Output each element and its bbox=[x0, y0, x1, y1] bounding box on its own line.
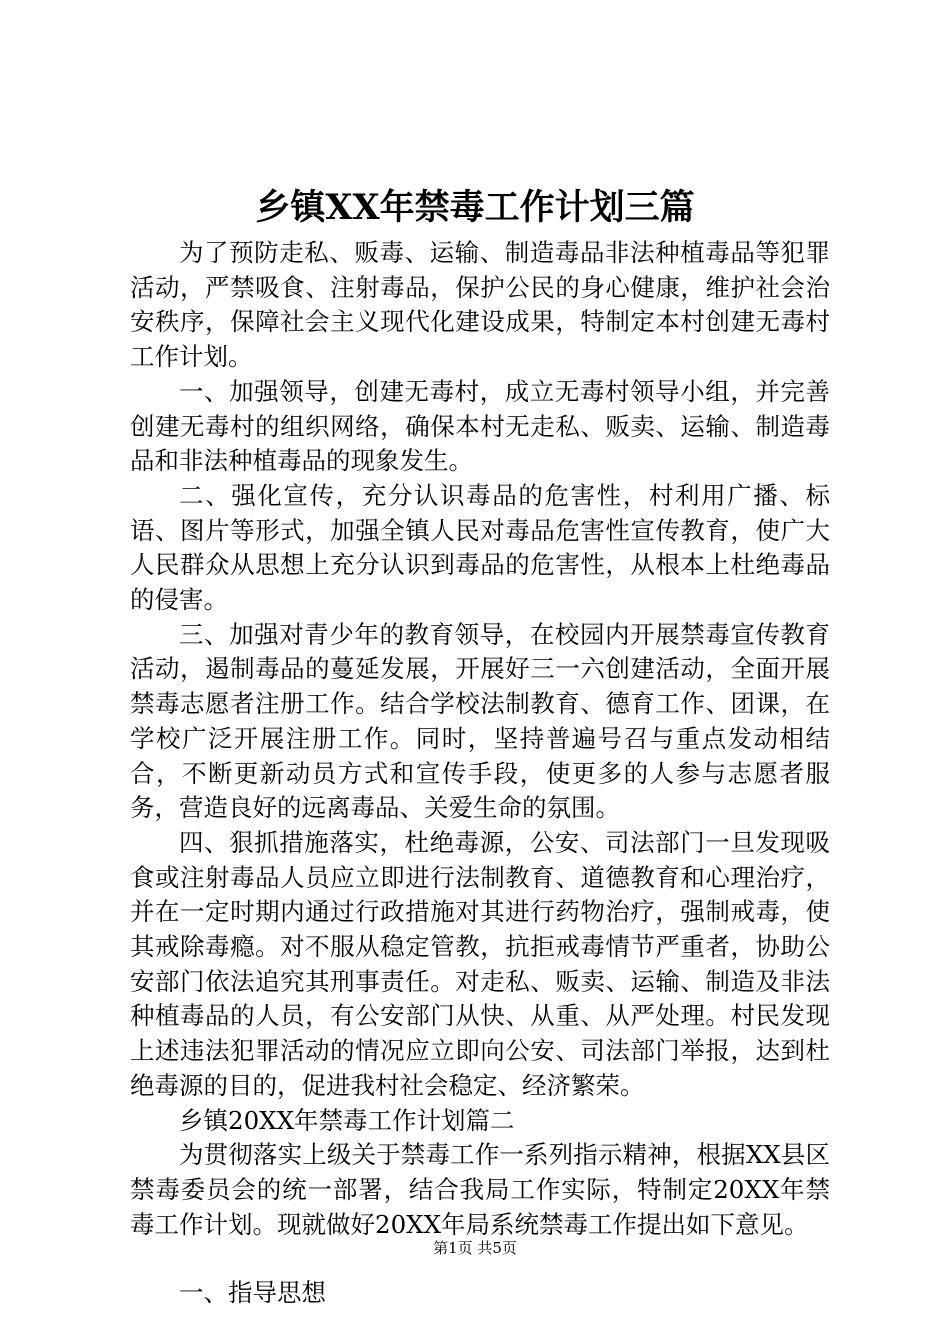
document-body bbox=[130, 236, 830, 1311]
guiding-ideology-heading: 一、指导思想 bbox=[179, 1278, 326, 1308]
document-title: 乡镇XX年禁毒工作计划三篇 bbox=[255, 187, 695, 228]
section-one-paragraph: 一、加强领导，创建无毒村，成立无毒村领导小组，并完善创建无毒村的组织网络，确保本村无走私、贩卖、运输、制造毒品和非法种植毒品的现象发生。 bbox=[130, 376, 830, 476]
page-footer: 第1页 共5页 bbox=[433, 1239, 517, 1257]
section-four-paragraph: 四、狠抓措施落实，杜绝毒源，公安、司法部门一旦发现吸食或注射毒品人员应立即进行法制教育、道德教育和心理治疗，并在一定时期内通过行政措施对其进行药物治疗，强制戒毒，使其戒除毒瘾。对不服从稳定管教，抗拒戒毒情节严重者，协助公安部门依法追究其刑事责任。对走私、贩卖、运输、制造及非法种植毒品的人员，有公安部门从快、从重、从严处理。村民发现上述违法犯罪活动的情况应立即向公安、司法部门举报，达到杜绝毒源的目的，促进我村社会稳定、经济繁荣。 bbox=[130, 827, 830, 1100]
section-two-paragraph: 二、强化宣传，充分认识毒品的危害性，村利用广播、标语、图片等形式，加强全镇人民对毒品危害性宣传教育，使广大人民群众从思想上充分认识到毒品的危害性，从根本上杜绝毒品的侵害。 bbox=[130, 480, 830, 615]
section-three-paragraph: 三、加强对青少年的教育领导，在校园内开展禁毒宣传教育活动，遏制毒品的蔓延发展，开展好三一六创建活动，全面开展禁毒志愿者注册工作。结合学校法制教育、德育工作、团课，在学校广泛开展注册工作。同时，坚持普遍号召与重点发动相结合，不断更新动员方式和宣传手段，使更多的人参与志愿者服务，营造良好的远离毒品、关爱生命的氛围。 bbox=[130, 619, 830, 823]
part-two-intro-paragraph: 为贯彻落实上级关于禁毒工作一系列指示精神，根据XX县区禁毒委员会的统一部署，结合我局工作实际，特制定20XX年禁毒工作计划。现就做好20XX年局系统禁毒工作提出如下意见。 bbox=[130, 1140, 830, 1239]
intro-paragraph: 为了预防走私、贩毒、运输、制造毒品非法种植毒品等犯罪活动，严禁吸食、注射毒品，保护公民的身心健康，维护社会治安秩序，保障社会主义现代化建设成果，特制定本村创建无毒村工作计划。 bbox=[130, 238, 830, 372]
part-two-heading: 乡镇20XX年禁毒工作计划篇二 bbox=[179, 1105, 515, 1135]
